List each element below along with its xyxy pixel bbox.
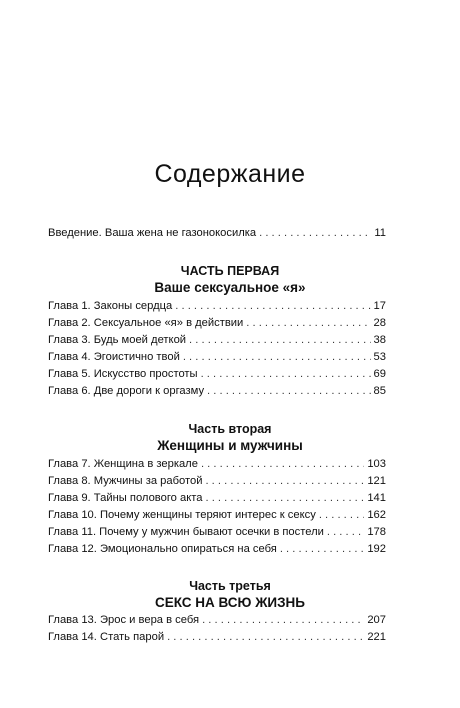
toc-entry[interactable]	[48, 332, 386, 348]
page-title: Содержание	[154, 160, 306, 188]
toc-entry-label: Глава 12. Эмоционально опираться на себя	[48, 543, 277, 555]
part-heading: ЧАСТЬ ПЕРВАЯ	[180, 264, 280, 278]
toc-entry-label: Глава 10. Почему женщины теряют интерес к сексу	[48, 509, 316, 521]
leader-dots	[201, 366, 371, 382]
toc-entry-page: 38	[373, 334, 386, 346]
toc-entry-page: 11	[374, 227, 386, 239]
toc-entry-page: 28	[373, 317, 386, 329]
toc-entry-label: Глава 1. Законы сердца	[48, 300, 173, 312]
toc-entry-label: Глава 14. Стать парой	[48, 631, 165, 643]
leader-dots	[205, 490, 364, 506]
toc-entry-label: Глава 9. Тайны полового акта	[48, 492, 203, 504]
leader-dots	[201, 456, 364, 472]
toc-entry-page: 207	[367, 614, 386, 626]
leader-dots	[246, 315, 370, 331]
part-heading: Часть третья	[189, 579, 271, 593]
leader-dots	[207, 383, 371, 399]
toc-entry-label: Введение. Ваша жена не газонокосилка	[48, 227, 257, 239]
toc-entry[interactable]	[48, 541, 386, 557]
toc-entry-label: Глава 3. Будь моей деткой	[48, 334, 187, 346]
toc-entry[interactable]	[48, 490, 386, 506]
toc-entry-label: Глава 2. Сексуальное «я» в действии	[48, 317, 244, 329]
toc-entry-page: 85	[373, 385, 386, 397]
toc-entry-label: Глава 11. Почему у мужчин бывают осечки в постели	[48, 526, 324, 538]
leader-dots	[327, 524, 364, 540]
toc-entry[interactable]	[48, 612, 386, 628]
toc-entry[interactable]	[48, 524, 386, 540]
leader-dots	[167, 629, 364, 645]
leader-dots	[280, 541, 365, 557]
leader-dots	[202, 612, 364, 628]
toc-entry[interactable]	[48, 383, 386, 399]
toc-entry-page: 17	[373, 300, 386, 312]
toc-entry-intro[interactable]	[48, 225, 386, 241]
leader-dots	[189, 332, 371, 348]
toc-entry-page: 178	[367, 526, 386, 538]
toc-entry-label: Глава 13. Эрос и вера в себя	[48, 614, 200, 626]
toc-entry-label: Глава 6. Две дороги к оргазму	[48, 385, 205, 397]
part-subtitle: Женщины и мужчины	[157, 438, 303, 453]
toc-entry[interactable]	[48, 298, 386, 314]
toc-entry-page: 162	[367, 509, 386, 521]
toc-entry-page: 141	[367, 492, 386, 504]
leader-dots	[183, 349, 371, 365]
toc-entry[interactable]	[48, 366, 386, 382]
toc-entry[interactable]	[48, 507, 386, 523]
toc-entry-page: 69	[373, 368, 386, 380]
toc-entry[interactable]	[48, 349, 386, 365]
toc-entry-page: 53	[373, 351, 386, 363]
toc-entry-label: Глава 8. Мужчины за работой	[48, 475, 203, 487]
part-heading: Часть вторая	[188, 422, 272, 436]
leader-dots	[175, 298, 370, 314]
part-subtitle: СЕКС НА ВСЮ ЖИЗНЬ	[154, 595, 306, 610]
toc-entry-page: 121	[367, 475, 386, 487]
toc-entry-page: 221	[367, 631, 386, 643]
toc-entry-label: Глава 5. Искусство простоты	[48, 368, 198, 380]
toc-entry-page: 192	[367, 543, 386, 555]
leader-dots	[205, 473, 364, 489]
toc-entry-label: Глава 4. Эгоистично твой	[48, 351, 180, 363]
toc-entry[interactable]	[48, 629, 386, 645]
toc-entry-label: Глава 7. Женщина в зеркале	[48, 458, 198, 470]
leader-dots	[319, 507, 365, 523]
toc-entry[interactable]	[48, 473, 386, 489]
toc-entry-page: 103	[367, 458, 386, 470]
toc-entry[interactable]	[48, 315, 386, 331]
leader-dots	[259, 225, 371, 241]
part-subtitle: Ваше сексуальное «я»	[154, 280, 306, 295]
toc-entry[interactable]	[48, 456, 386, 472]
